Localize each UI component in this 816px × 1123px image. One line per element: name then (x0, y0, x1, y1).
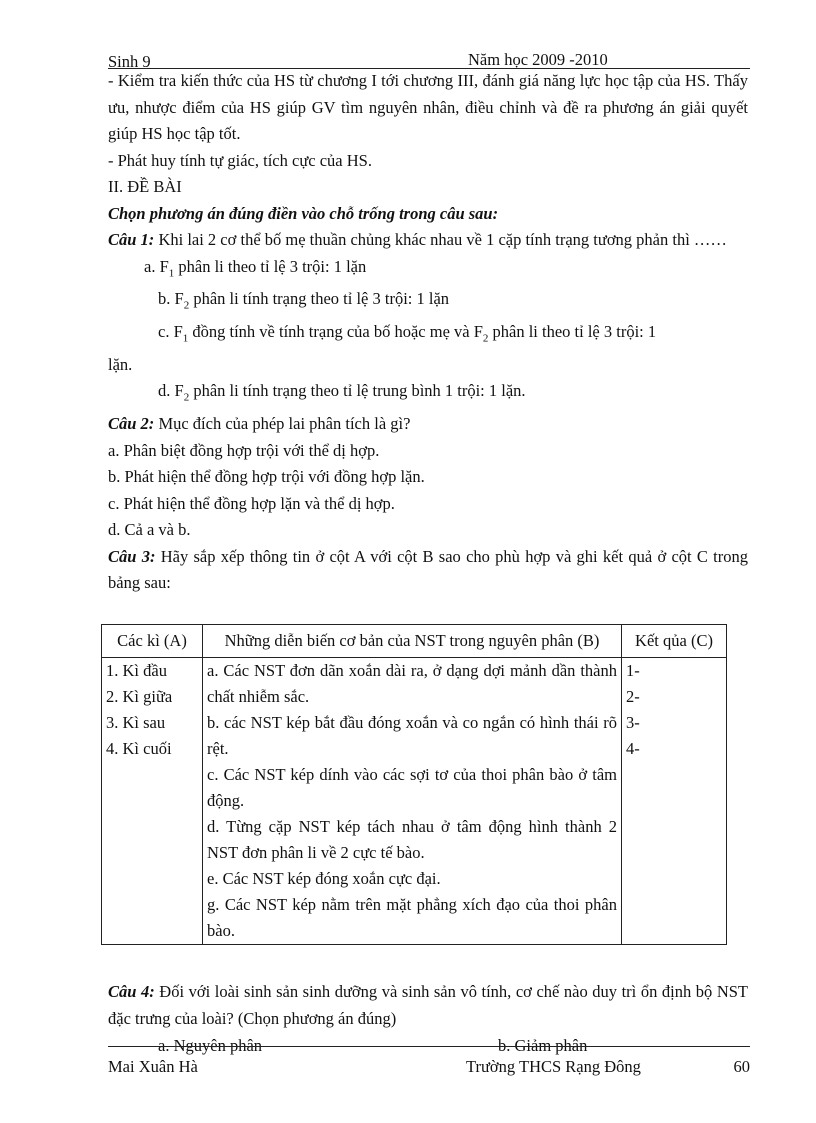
question-2-text: Mục đích của phép lai phân tích là gì? (154, 414, 411, 434)
matching-table (101, 624, 727, 945)
event-item: b. các NST kép bắt đầu đóng xoắn và co ngắn có hình thái rõ rệt. (207, 713, 617, 758)
page-header (108, 50, 750, 69)
header-year: Năm học 2009 -2010 (468, 50, 608, 69)
q1-option-a: a. $F_1$ phân li theo tỉ lệ 3 trội: 1 lặn (144, 256, 367, 279)
col-b-cell (203, 658, 622, 945)
header-col-a: Các kì (A) (102, 625, 203, 658)
q1-option-c-continued: lặn. (108, 354, 133, 374)
question-3-label: Câu 3: (108, 546, 156, 566)
q2-option-a: a. Phân biệt đồng hợp trội với thể dị hợp. (108, 440, 380, 460)
event-item: c. Các NST kép dính vào các sợi tơ của thoi phân bào ở tâm động. (207, 765, 617, 810)
question-1-label: Câu 1: (108, 230, 155, 249)
event-item: e. Các NST kép đóng xoắn cực đại. (207, 869, 441, 888)
page (106, 50, 750, 1055)
event-item: g. Các NST kép nằm trên mặt phẳng xích đạo của thoi phân bào. (207, 895, 617, 940)
header-subject: Sinh 9 (108, 52, 151, 71)
event-item: d. Từng cặp NST kép tách nhau ở tâm động hình thành 2 NST đơn phân li về 2 cực tế bào. (207, 817, 617, 862)
question-3-text: Hãy sắp xếp thông tin ở cột A với cột B sao cho phù hợp và ghi kết quả ở cột C trong bảng sau: (108, 546, 748, 593)
header-col-c: Kết qủa (C) (622, 625, 727, 658)
phase-item: 3. Kì sau (106, 713, 166, 732)
question-3 (108, 544, 748, 597)
q2-option-b: b. Phát hiện thể đồng hợp trội với đồng hợp lặn. (108, 467, 425, 487)
result-item: 4- (626, 739, 640, 758)
question-1 (108, 227, 748, 254)
intro-paragraph-1: - Kiểm tra kiến thức của HS từ chương I tới chương III, đánh giá năng lực học tập của HS. Thấy ưu, nhược điểm của HS giúp GV tìm nguyên nhân, điều chỉnh và đề ra phương án giải quyết giúp HS học tập tốt. (108, 71, 748, 143)
result-item: 3- (626, 713, 640, 732)
q4-option-a: a. Nguyên phân (158, 1036, 263, 1055)
page-footer (108, 1046, 750, 1077)
phase-item: 1. Kì đầu (106, 661, 167, 680)
event-item: a. Các NST đơn dãn xoắn dài ra, ở dạng dợi mảnh dần thành chất nhiễm sắc. (207, 661, 617, 706)
document-body (106, 68, 749, 1055)
footer-school: Trường THCS Rạng Đông (466, 1057, 641, 1076)
question-4-label: Câu 4: (108, 982, 155, 1001)
col-c-cell (622, 658, 727, 945)
table-header-row (102, 625, 727, 658)
phase-item: 2. Kì giữa (106, 687, 173, 706)
question-2 (108, 411, 748, 438)
instruction: Chọn phương án đúng điền vào chỗ trống trong câu sau: (108, 203, 499, 223)
q2-option-c: c. Phát hiện thể đồng hợp lặn và thể dị hợp. (108, 493, 395, 513)
section-title: II. ĐỀ BÀI (108, 177, 182, 196)
q4-option-b: b. Giảm phân (498, 1036, 588, 1055)
footer-page-number: 60 (733, 1057, 750, 1076)
question-4 (108, 978, 748, 1032)
q1-option-b: b. $F_2$ phân li tính trạng theo tỉ lệ 3 trội: 1 lặn (158, 289, 450, 312)
q2-option-d: d. Cả a và b. (108, 520, 191, 540)
footer-author: Mai Xuân Hà (108, 1057, 198, 1076)
header-col-b: Những diễn biến cơ bản của NST trong nguyên phân (B) (203, 625, 622, 658)
intro-paragraph-2: - Phát huy tính tự giác, tích cực của HS. (108, 150, 372, 170)
question-1-text: Khi lai 2 cơ thể bố mẹ thuần chủng khác nhau về 1 cặp tính trạng tương phản thì …… (158, 230, 727, 249)
result-item: 2- (626, 687, 640, 706)
question-2-label: Câu 2: (108, 414, 155, 434)
q1-option-c: c. $F_1$ đồng tính về tính trạng của bố hoặc mẹ và $F_2$ phân li theo tỉ lệ 3 trội: 1 (158, 322, 657, 345)
question-4-text: Đối với loài sinh sản sinh dưỡng và sinh sản vô tính, cơ chế nào duy trì ổn định bộ NST đặc trưng của loài? (Chọn phương án đúng) (108, 982, 749, 1028)
phase-item: 4. Kì cuối (106, 739, 172, 758)
table-row (102, 658, 727, 945)
result-item: 1- (626, 661, 640, 680)
q1-option-d: d. $F_2$ phân li tính trạng theo tỉ lệ trung bình 1 trội: 1 lặn. (158, 381, 526, 404)
col-a-cell (102, 658, 203, 945)
